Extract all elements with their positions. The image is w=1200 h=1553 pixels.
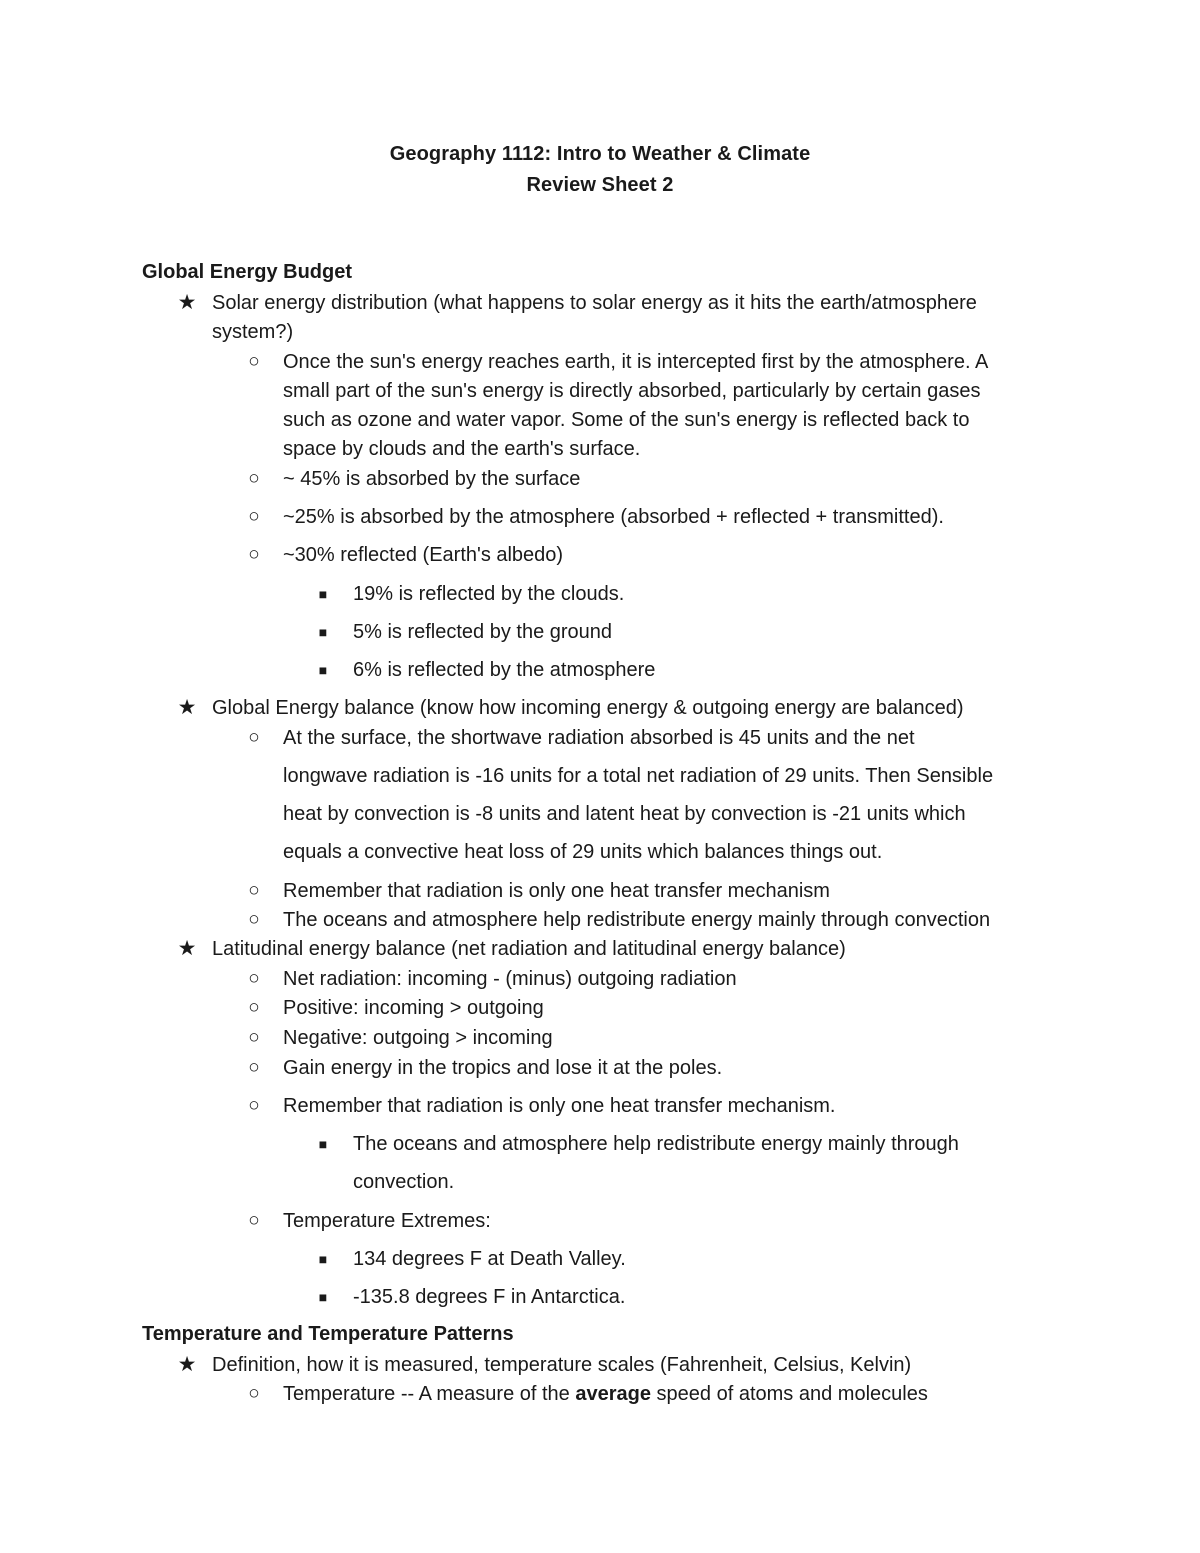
star-bullet-icon: ★ [177,696,197,719]
sub-item-text: ~30% reflected (Earth's albedo) [283,544,564,566]
circle-bullet-icon: ○ [248,1095,260,1116]
document-title: Geography 1112: Intro to Weather & Climate [389,143,811,165]
sub-item-text: Temperature Extremes: [283,1210,491,1232]
circle-bullet-icon: ○ [248,468,260,489]
circle-bullet-icon: ○ [248,1057,260,1078]
section-heading-temperature-patterns: Temperature and Temperature Patterns [142,1323,514,1345]
circle-bullet-icon: ○ [248,1210,260,1231]
list-item-latitudinal-energy-balance: Latitudinal energy balance (net radiation and latitudinal energy balance) [212,938,846,960]
square-bullet-icon: ■ [318,586,328,602]
circle-bullet-icon: ○ [248,909,260,930]
sub-item-text: equals a convective heat loss of 29 units which balances things out. [283,841,883,863]
sub-sub-item-text: 19% is reflected by the clouds. [353,583,625,605]
circle-bullet-icon: ○ [248,997,260,1018]
sub-item-text: Remember that radiation is only one heat transfer mechanism [283,880,830,902]
circle-bullet-icon: ○ [248,968,260,989]
star-bullet-icon: ★ [177,937,197,960]
sub-item-text: heat by convection is -8 units and latent heat by convection is -21 units which [283,803,966,825]
star-bullet-icon: ★ [177,291,197,314]
square-bullet-icon: ■ [318,1289,328,1305]
circle-bullet-icon: ○ [248,544,260,565]
sub-item-text: small part of the sun's energy is directly absorbed, particularly by certain gases [283,380,981,402]
sub-sub-item-text: 134 degrees F at Death Valley. [353,1248,626,1270]
sub-item-text: Remember that radiation is only one heat transfer mechanism. [283,1095,836,1117]
list-item-global-energy-balance: Global Energy balance (know how incoming energy & outgoing energy are balanced) [212,697,964,719]
sub-item-text: Once the sun's energy reaches earth, it is intercepted first by the atmosphere. A [283,351,989,373]
text-run: Temperature -- A measure of the [283,1383,576,1405]
sub-item-text: Negative: outgoing > incoming [283,1027,553,1049]
square-bullet-icon: ■ [318,1251,328,1267]
sub-item-text: longwave radiation is -16 units for a total net radiation of 29 units. Then Sensible [283,765,994,787]
circle-bullet-icon: ○ [248,880,260,901]
sub-item-text: Net radiation: incoming - (minus) outgoing radiation [283,968,737,990]
bold-text-run: average [575,1383,651,1405]
sub-item-text [283,1382,928,1406]
document-subtitle: Review Sheet 2 [526,174,674,196]
circle-bullet-icon: ○ [248,351,260,372]
sub-item-text: Gain energy in the tropics and lose it at the poles. [283,1057,723,1079]
list-item-continuation: system?) [212,321,294,343]
sub-item-text: The oceans and atmosphere help redistribute energy mainly through convection [283,909,991,931]
circle-bullet-icon: ○ [248,727,260,748]
star-bullet-icon: ★ [177,1353,197,1376]
circle-bullet-icon: ○ [248,1383,260,1404]
square-bullet-icon: ■ [318,1136,328,1152]
sub-sub-item-text: The oceans and atmosphere help redistribute energy mainly through [353,1133,959,1155]
circle-bullet-icon: ○ [248,1027,260,1048]
sub-sub-item-text: -135.8 degrees F in Antarctica. [353,1286,626,1308]
sub-item-text: ~ 45% is absorbed by the surface [283,468,581,490]
text-run: speed of atoms and molecules [651,1383,928,1405]
sub-sub-item-text: 5% is reflected by the ground [353,621,613,643]
sub-item-text: space by clouds and the earth's surface. [283,438,641,460]
list-item-solar-energy-distribution: Solar energy distribution (what happens to solar energy as it hits the earth/atmosphere [212,292,977,314]
list-item-temperature-definition: Definition, how it is measured, temperature scales (Fahrenheit, Celsius, Kelvin) [212,1354,912,1376]
section-heading-global-energy-budget: Global Energy Budget [142,261,353,283]
sub-item-text: Positive: incoming > outgoing [283,997,544,1019]
sub-sub-item-text: convection. [353,1171,455,1193]
circle-bullet-icon: ○ [248,506,260,527]
sub-sub-item-text: 6% is reflected by the atmosphere [353,659,656,681]
sub-item-text: such as ozone and water vapor. Some of the sun's energy is reflected back to [283,409,970,431]
sub-item-text: ~25% is absorbed by the atmosphere (absorbed + reflected + transmitted). [283,506,944,528]
square-bullet-icon: ■ [318,662,328,678]
square-bullet-icon: ■ [318,624,328,640]
sub-item-text: At the surface, the shortwave radiation absorbed is 45 units and the net [283,727,915,749]
